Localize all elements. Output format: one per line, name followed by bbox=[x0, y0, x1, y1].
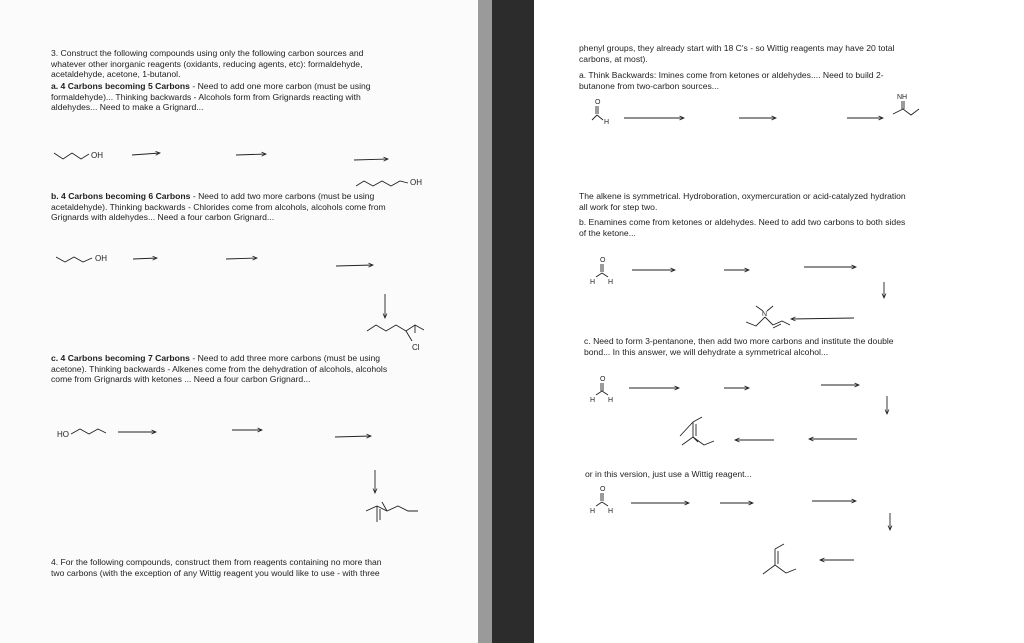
left-worksheet-page bbox=[0, 0, 478, 643]
q3b-product-cl-label: Cl bbox=[412, 343, 420, 352]
page-gutter-shadow bbox=[478, 0, 492, 643]
right-page-drawings bbox=[534, 0, 1024, 643]
q3b-arrow-1 bbox=[133, 258, 157, 259]
right-a-product-molecule bbox=[893, 94, 919, 115]
q3b-start-oh-label: OH bbox=[95, 254, 107, 263]
atom-h: H bbox=[590, 279, 596, 286]
q3b-arrow-2 bbox=[226, 258, 257, 259]
q3a-product-oh-label: OH bbox=[410, 178, 422, 187]
imine-nh-label: NH bbox=[897, 94, 908, 101]
q3c-start-ho-label: HO bbox=[57, 430, 69, 439]
right-d-product-molecule bbox=[763, 544, 796, 574]
left-page-drawings bbox=[0, 0, 478, 643]
atom-h: H bbox=[608, 397, 614, 404]
q3b-arrow-3 bbox=[336, 265, 373, 266]
right-c-product-molecule bbox=[680, 417, 714, 445]
atom-h: H bbox=[590, 508, 596, 515]
right-worksheet-page bbox=[534, 0, 1024, 643]
atom-o: O bbox=[600, 376, 606, 383]
q3a-arrow-1 bbox=[132, 153, 160, 155]
q3-intro-text: 3. Construct the following compounds using only the following carbon sources and whatever other inorganic reagents (oxidants, reducing agents, etc): formaldehyde, acetaldehyde, acetone, 1-butanol. bbox=[51, 48, 364, 80]
q3a-arrow-2 bbox=[236, 154, 266, 155]
q3a-body: - Need to add one more carbon (must be using formaldehyde)... Thinking backwards - Alcohols form from Grignards reacting with aldehydes... Need to make a Grignard... bbox=[51, 81, 371, 113]
q3c-arrow-3 bbox=[335, 436, 371, 437]
q3c-start-molecule bbox=[57, 429, 106, 439]
q3b-body: - Need to add two more carbons (must be using acetaldehyde). Thinking backwards - Chlorides come from alcohols, alcohols come from Grignards with aldehydes... Need a four carbon Grignard... bbox=[51, 191, 386, 223]
atom-o: O bbox=[600, 486, 606, 493]
right-d-start-molecule bbox=[590, 486, 613, 515]
right-b-arrow-back bbox=[791, 318, 854, 319]
atom-h: H bbox=[604, 119, 610, 126]
q3a-arrow-3 bbox=[354, 159, 388, 160]
right-a-start-molecule bbox=[592, 99, 609, 126]
q3c-body: - Need to add three more carbons (must be using acetone). Thinking backwards - Alkenes come from the dehydration of alcohols, alcohols come from Grignards with ketones ... Need a four carbon Grignard... bbox=[51, 353, 388, 385]
q3c-label: c. 4 Carbons becoming 7 Carbons bbox=[51, 353, 190, 363]
atom-h: H bbox=[608, 508, 614, 515]
q3a-start-oh-label: OH bbox=[91, 151, 103, 160]
q3a-label: a. 4 Carbons becoming 5 Carbons bbox=[51, 81, 190, 91]
continuation-text: phenyl groups, they already start with 18 C's - so Wittig reagents may have 20 total carbons, at most). bbox=[579, 43, 895, 64]
wittig-note-text: or in this version, just use a Wittig reagent... bbox=[585, 469, 752, 479]
right-b-text: b. Enamines come from ketones or aldehydes. Need to add two carbons to both sides of the ketone... bbox=[579, 217, 906, 238]
atom-o: O bbox=[600, 257, 606, 264]
right-b-product-molecule bbox=[746, 306, 790, 328]
q3b-product-molecule bbox=[367, 325, 424, 352]
atom-h: H bbox=[608, 279, 614, 286]
q3c-product-molecule bbox=[366, 502, 418, 522]
enamine-n-label: N bbox=[762, 311, 768, 318]
book-spine bbox=[492, 0, 534, 643]
atom-h: H bbox=[590, 397, 596, 404]
right-c-start-molecule bbox=[590, 376, 613, 404]
alkene-note-text: The alkene is symmetrical. Hydroboration, oxymercuration or acid-catalyzed hydration all work for step two. bbox=[579, 191, 906, 212]
right-a-text: a. Think Backwards: Imines come from ketones or aldehydes.... Need to build 2- butanone from two-carbon sources... bbox=[579, 70, 884, 91]
q4-text: 4. For the following compounds, construct them from reagents containing no more than two carbons (with the exception of any Wittig reagent you would like to use - with three bbox=[51, 557, 382, 578]
q3a-product-molecule bbox=[356, 178, 422, 187]
q3b-start-molecule bbox=[56, 254, 107, 263]
q3a-start-molecule bbox=[54, 151, 103, 160]
q3b-label: b. 4 Carbons becoming 6 Carbons bbox=[51, 191, 191, 201]
right-b-start-molecule bbox=[590, 257, 613, 286]
atom-o: O bbox=[595, 99, 601, 106]
right-c-text: c. Need to form 3-pentanone, then add two more carbons and institute the double bond... In this answer, we will dehydrate a symmetrical alcohol... bbox=[584, 336, 894, 357]
